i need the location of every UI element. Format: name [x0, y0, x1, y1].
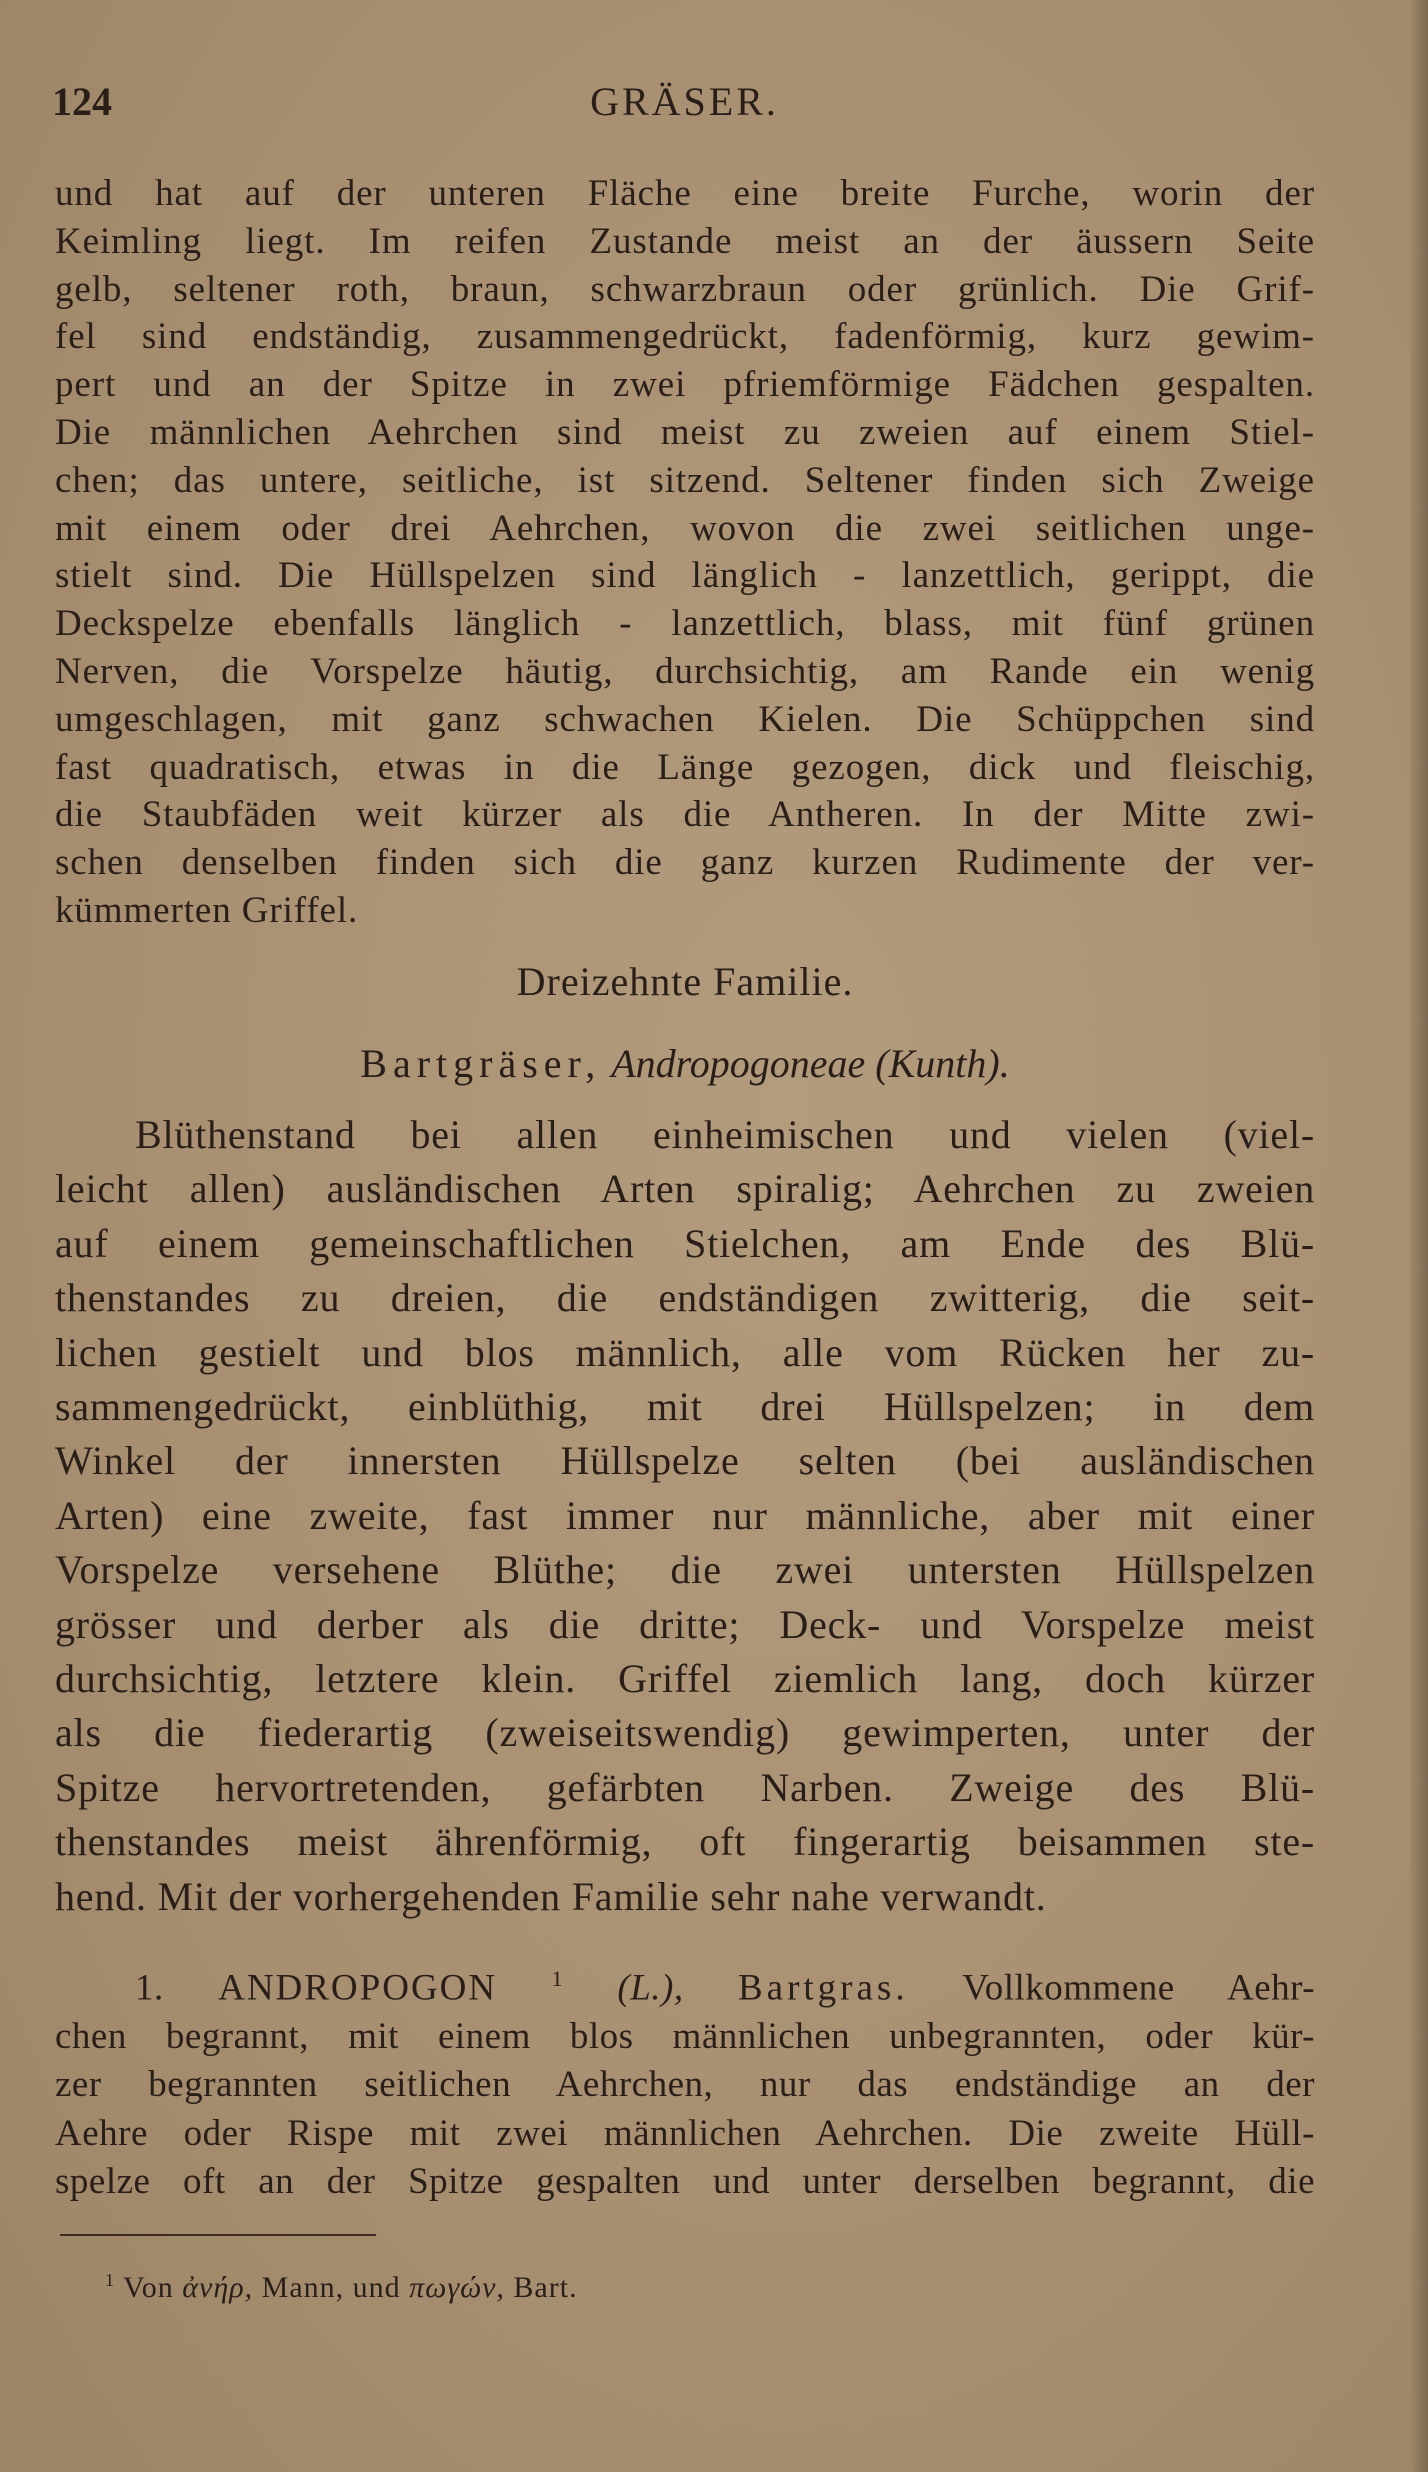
page-number: 124: [52, 79, 112, 124]
text-line: pert und an der Spitze in zwei pfriemförmige Fädchen gespalten.: [55, 364, 1315, 406]
text-line: Vorspelze versehene Blüthe; die zwei untersten Hüllspelzen: [55, 1547, 1315, 1593]
text-line: kümmerten Griffel.: [55, 889, 359, 931]
text-line: lichen gestielt und blos männlich, alle vom Rücken her zu-: [55, 1329, 1315, 1375]
text-line: fast quadratisch, etwas in die Länge gezogen, dick und fleischig,: [55, 746, 1315, 788]
footnote-reference: 1: [551, 1966, 564, 1991]
text-line: als die fiederartig (zweiseitswendig) gewimperten, unter der: [55, 1710, 1315, 1756]
tribe-author: (Kunth).: [875, 1041, 1010, 1086]
text-line: fel sind endständig, zusammengedrückt, fadenförmig, kurz gewim-: [55, 316, 1315, 358]
text-line: Spitze hervortretenden, gefärbten Narben. Zweige des Blü-: [55, 1764, 1315, 1810]
footnote-text: Mann, und: [261, 2271, 401, 2304]
genus-number: 1.: [135, 1967, 164, 2009]
text-line: die Staubfäden weit kürzer als die Antheren. In der Mitte zwi-: [55, 794, 1315, 836]
text-line: gelb, seltener roth, braun, schwarzbraun oder grünlich. Die Grif-: [55, 268, 1315, 310]
text-line: Nerven, die Vorspelze häutig, durchsichtig, am Rande ein wenig: [55, 650, 1315, 692]
text-line: leicht allen) ausländischen Arten spiralig; Aehrchen zu zweien: [55, 1166, 1315, 1212]
text-line: Deckspelze ebenfalls länglich - lanzettlich, blass, mit fünf grünen: [55, 603, 1315, 645]
genus-description: [55, 1955, 1315, 2207]
footnote: [105, 2270, 578, 2305]
text-line: Winkel der innersten Hüllspelze selten (bei ausländischen: [55, 1438, 1315, 1484]
footnote-rule: [60, 2234, 376, 2236]
text-line: Aehre oder Rispe mit zwei männlichen Aehrchen. Die zweite Hüll-: [55, 2112, 1315, 2154]
family-description: [55, 1108, 1315, 1924]
tribe-name: Bartgräser,: [360, 1041, 602, 1086]
text-line: stielt sind. Die Hüllspelzen sind länglich - lanzettlich, gerippt, die: [55, 555, 1315, 597]
text-line: zer begrannten seitlichen Aehrchen, nur das endständige an der: [55, 2064, 1315, 2106]
text-fragment: Vollkommene Aehr-: [962, 1967, 1316, 2009]
page-header: [52, 78, 1317, 128]
text-line: und hat auf der unteren Fläche eine breite Furche, worin der: [55, 173, 1315, 214]
text-line: Blüthenstand bei allen einheimischen und vielen (viel-: [135, 1112, 1315, 1157]
page-edge: [1410, 0, 1428, 2472]
footnote-greek-word: ἀνήρ,: [182, 2271, 254, 2304]
genus-name: ANDROPOGON: [218, 1967, 498, 2009]
text-line: umgeschlagen, mit ganz schwachen Kielen. Die Schüppchen sind: [55, 698, 1315, 740]
tribe-latin-name: Andropogoneae: [611, 1041, 866, 1086]
genus-common-name: Bartgras.: [737, 1967, 909, 2009]
text-line: chen; das untere, seitliche, ist sitzend. Seltener finden sich Zweige: [55, 459, 1315, 501]
text-line: thenstandes meist ährenförmig, oft fingerartig beisammen ste-: [55, 1819, 1315, 1865]
text-line: Arten) eine zweite, fast immer nur männliche, aber mit einer: [55, 1492, 1315, 1538]
tribe-heading: [55, 1040, 1315, 1087]
text-line: Keimling liegt. Im reifen Zustande meist an der äussern Seite: [55, 220, 1315, 262]
footnote-mark: 1: [105, 2270, 115, 2290]
paragraph-continuation: [55, 170, 1315, 935]
family-heading: Dreizehnte Familie.: [516, 959, 854, 1004]
footnote-greek-word: πωγών,: [409, 2271, 505, 2304]
text-line: mit einem oder drei Aehrchen, wovon die zwei seitlichen unge-: [55, 507, 1315, 549]
text-line: thenstandes zu dreien, die endständigen zwitterig, die seit-: [55, 1275, 1315, 1321]
footnote-text: Bart.: [513, 2271, 578, 2304]
text-line: grösser und derber als die dritte; Deck- und Vorspelze meist: [55, 1601, 1315, 1647]
text-line: Die männlichen Aehrchen sind meist zu zweien auf einem Stiel-: [55, 411, 1315, 453]
text-line: chen begrannt, mit einem blos männlichen unbegrannten, oder kür-: [55, 2015, 1315, 2057]
text-line: durchsichtig, letztere klein. Griffel ziemlich lang, doch kürzer: [55, 1656, 1315, 1702]
genus-first-line: [55, 1955, 1315, 2013]
text-line: spelze oft an der Spitze gespalten und unter derselben begrannt, die: [55, 2161, 1315, 2203]
text-line: auf einem gemeinschaftlichen Stielchen, am Ende des Blü-: [55, 1220, 1315, 1266]
text-line: sammengedrückt, einblüthig, mit drei Hüllspelzen; in dem: [55, 1384, 1315, 1430]
footnote-text: Von: [122, 2271, 174, 2304]
text-line: hend. Mit der vorhergehenden Familie sehr nahe verwandt.: [55, 1873, 1047, 1919]
running-head: GRÄSER.: [590, 79, 779, 124]
text-line: schen denselben finden sich die ganz kurzen Rudimente der ver-: [55, 842, 1315, 884]
genus-author: (L.),: [617, 1967, 684, 2009]
